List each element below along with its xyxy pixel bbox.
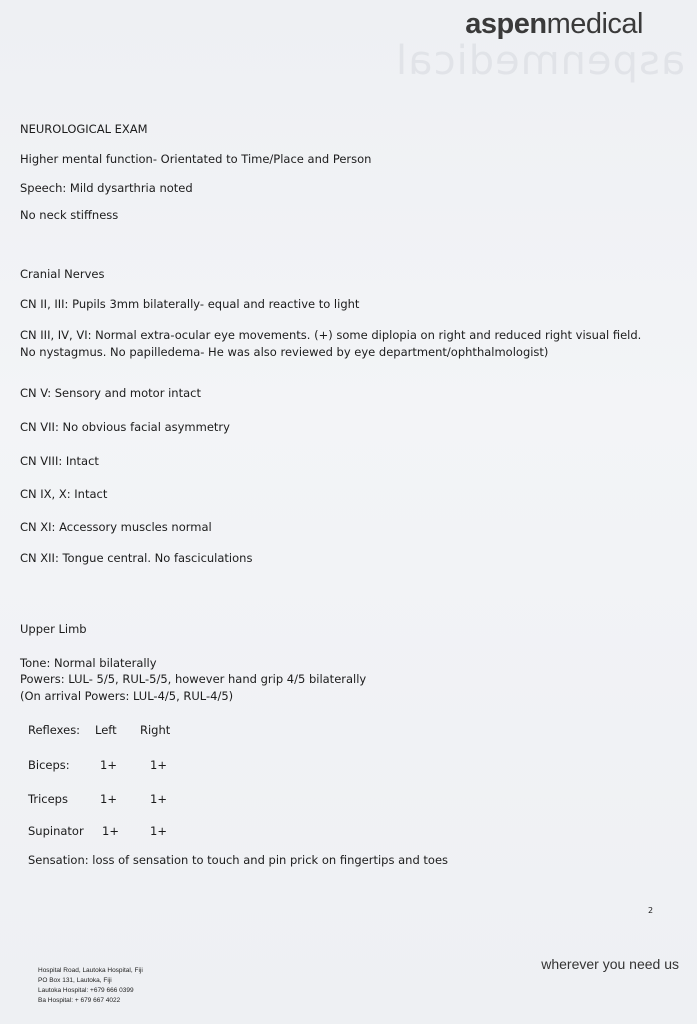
reflex-row-name: Biceps: [28,758,70,772]
cn-iii-iv-vi: CN III, IV, VI: Normal extra-ocular eye movements. (+) some diplopia on right and reduced right visual field. No nystagmus. No papilledema- He was also reviewed by eye department/ophthalmologist) [20,328,642,359]
address-line: Lautoka Hospital: +679 666 0399 [38,987,134,994]
cn-vii: CN VII: No obvious facial asymmetry [20,420,230,434]
cn-ix-x: CN IX, X: Intact [20,487,108,501]
reflex-row-left: 1+ [100,792,117,806]
cn-v: CN V: Sensory and motor intact [20,386,201,400]
reflex-row-name: Supinator [28,824,84,838]
arrival-powers: (On arrival Powers: LUL-4/5, RUL-4/5) [20,689,234,703]
reflex-row-name: Triceps [28,792,68,806]
brand-bold: aspen [465,8,547,40]
cn-ii-iii: CN II, III: Pupils 3mm bilaterally- equal and reactive to light [20,297,360,311]
reflex-row-left: 1+ [100,758,117,772]
left-column-header: Left [95,723,117,737]
reflex-row-right: 1+ [150,824,167,838]
footer-address [38,966,143,1006]
address-line: PO Box 131, Lautoka, Fiji [38,977,112,984]
bleed-through-logo: aspenmedical [395,38,686,84]
exam-title: NEUROLOGICAL EXAM [20,122,148,136]
reflex-row-right: 1+ [150,758,167,772]
sensation-finding: Sensation: loss of sensation to touch and pin prick on fingertips and toes [28,853,449,867]
reflexes-label: Reflexes: [28,723,81,737]
footer-tagline: wherever you need us [541,956,679,972]
brand-light: medical [546,8,643,40]
cn-viii: CN VIII: Intact [20,454,99,468]
cn-xi: CN XI: Accessory muscles normal [20,520,212,534]
speech-finding: Speech: Mild dysarthria noted [20,181,193,195]
cn-xii: CN XII: Tongue central. No fasciculations [20,551,253,565]
brand-logo [465,8,643,41]
reflex-row-left: 1+ [102,824,119,838]
address-line: Ba Hospital: + 679 667 4022 [38,997,121,1004]
reflex-row-right: 1+ [150,792,167,806]
powers-finding: Powers: LUL- 5/5, RUL-5/5, however hand grip 4/5 bilaterally [20,672,367,686]
upper-limb-heading: Upper Limb [20,622,87,636]
address-line: Hospital Road, Lautoka Hospital, Fiji [38,967,143,974]
higher-mental-function: Higher mental function- Orientated to Time/Place and Person [20,152,372,166]
neck-finding: No neck stiffness [20,208,119,222]
tone-finding: Tone: Normal bilaterally [20,656,157,670]
right-column-header: Right [140,723,171,737]
page-number: 2 [648,906,654,915]
cranial-nerves-heading: Cranial Nerves [20,267,105,281]
